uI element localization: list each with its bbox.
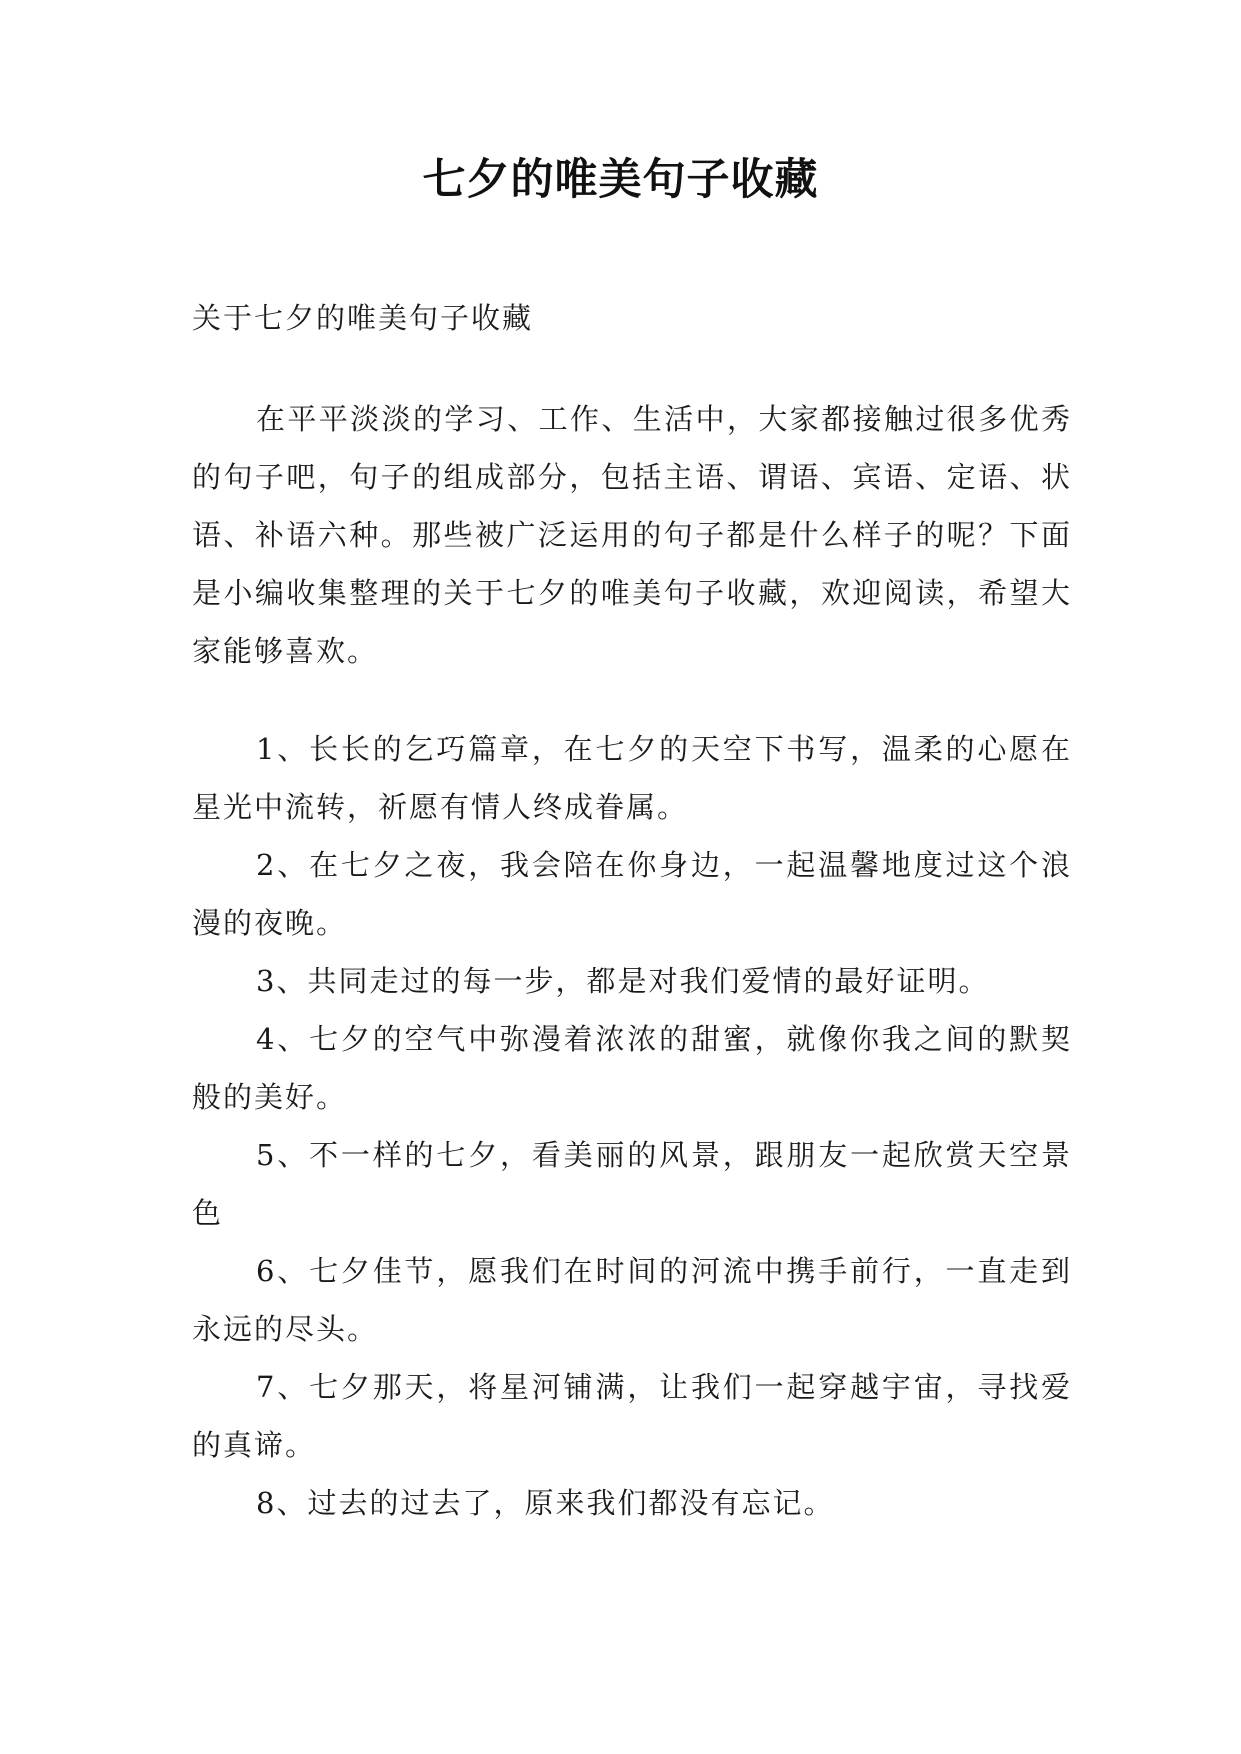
list-item: 6、七夕佳节，愿我们在时间的河流中携手前行，一直走到永远的尽头。 (192, 1254, 1072, 1346)
list-item: 7、七夕那天，将星河铺满，让我们一起穿越宇宙，寻找爱的真谛。 (192, 1370, 1072, 1462)
list-item: 5、不一样的七夕，看美丽的风景，跟朋友一起欣赏天空景色 (192, 1138, 1072, 1230)
list-item: 3、共同走过的每一步，都是对我们爱情的最好证明。 (256, 964, 990, 998)
list-item: 1、长长的乞巧篇章，在七夕的天空下书写，温柔的心愿在星光中流转，祈愿有情人终成眷属。 (192, 732, 1072, 824)
document-subtitle: 关于七夕的唯美句子收藏 (192, 301, 534, 335)
document-body (192, 290, 1072, 1532)
list-item: 4、七夕的空气中弥漫着浓浓的甜蜜，就像你我之间的默契般的美好。 (192, 1022, 1072, 1114)
list-item: 8、过去的过去了，原来我们都没有忘记。 (256, 1486, 835, 1520)
sentence-list (192, 720, 1072, 1532)
document-title: 七夕的唯美句子收藏 (422, 155, 819, 205)
intro-paragraph: 在平平淡淡的学习、工作、生活中，大家都接触过很多优秀的句子吧，句子的组成部分，包括主语、谓语、宾语、定语、状语、补语六种。那些被广泛运用的句子都是什么样子的呢？下面是小编收集整理的关于七夕的唯美句子收藏，欢迎阅读，希望大家能够喜欢。 (192, 402, 1072, 668)
list-item: 2、在七夕之夜，我会陪在你身边，一起温馨地度过这个浪漫的夜晚。 (192, 848, 1072, 940)
